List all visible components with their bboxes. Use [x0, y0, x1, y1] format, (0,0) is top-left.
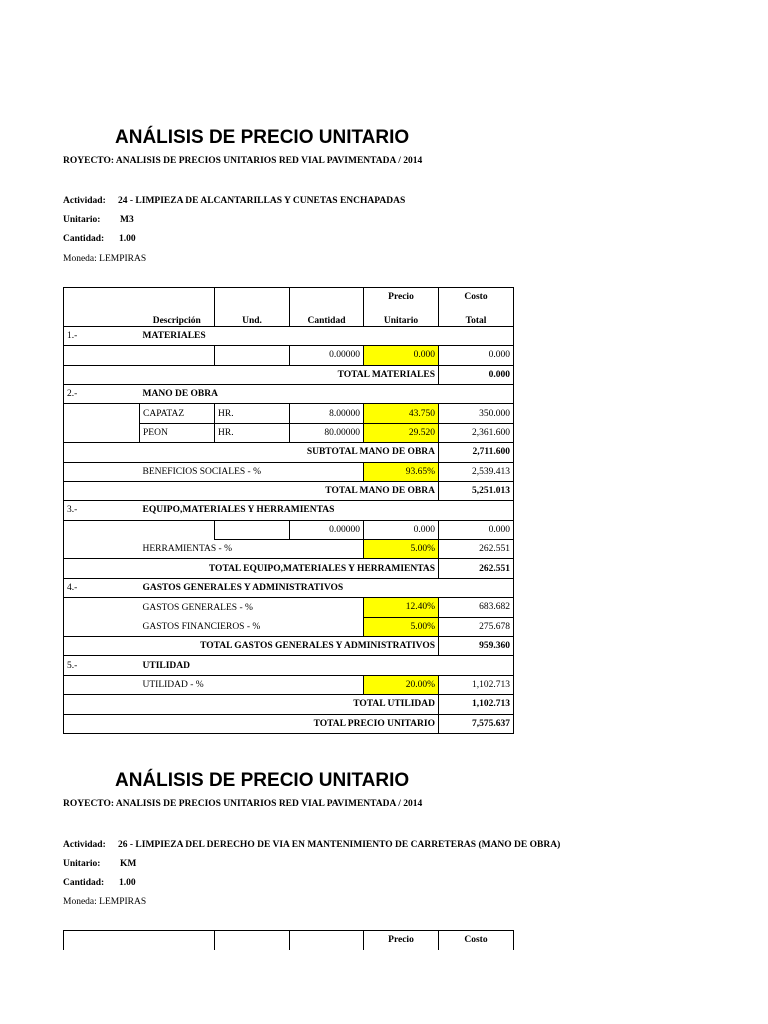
cantidad-label: Cantidad: — [63, 234, 105, 244]
cell-porcentaje: 5.00% — [364, 540, 439, 559]
cell-porcentaje: 5.00% — [364, 617, 439, 636]
actividad-value: 24 - LIMPIEZA DE ALCANTARILLAS Y CUNETAS ENCHAPADAS — [118, 196, 406, 206]
actividad-label: Actividad: — [63, 196, 106, 206]
cell-descripcion: GASTOS GENERALES - % — [140, 598, 364, 617]
cantidad-line — [63, 234, 136, 244]
cell-precio: 0.000 — [364, 346, 439, 365]
total-label: TOTAL MATERIALES — [64, 365, 439, 384]
table-header-row — [64, 288, 514, 307]
cell-costo: 0.000 — [439, 520, 514, 539]
table-header-row — [64, 931, 514, 950]
header-cantidad: Cantidad — [290, 307, 364, 326]
cell-cantidad: 0.00000 — [290, 346, 364, 365]
section-row — [64, 656, 514, 675]
cell-precio: 29.520 — [364, 423, 439, 442]
table-row — [64, 617, 514, 636]
cantidad-value: 1.00 — [119, 878, 136, 888]
total-row — [64, 365, 514, 384]
total-row — [64, 695, 514, 714]
cell-costo: 275.678 — [439, 617, 514, 636]
unitario-line — [63, 215, 134, 225]
header-precio: Precio — [364, 288, 439, 307]
total-label: TOTAL GASTOS GENERALES Y ADMINISTRATIVOS — [64, 637, 439, 656]
total-value: 5,251.013 — [439, 481, 514, 500]
cell-und: HR. — [215, 404, 290, 423]
cantidad-label: Cantidad: — [63, 878, 105, 888]
table-row — [64, 346, 514, 365]
cell-descripcion: HERRAMIENTAS - % — [142, 544, 232, 555]
table-row — [64, 520, 514, 539]
table-row — [64, 540, 514, 559]
cell-costo: 0.000 — [439, 346, 514, 365]
section-number: 3.- — [64, 501, 140, 520]
cell-costo: 262.551 — [439, 540, 514, 559]
table-row — [64, 462, 514, 481]
cell-cantidad: 0.00000 — [290, 520, 364, 539]
price-analysis-table — [63, 287, 514, 734]
cell-descripcion: PEON — [140, 423, 215, 442]
actividad-line — [63, 196, 405, 206]
header-descripcion: Descripción — [152, 315, 201, 326]
header-total: Total — [439, 307, 514, 326]
total-label: TOTAL EQUIPO,MATERIALES Y HERRAMIENTAS — [64, 559, 439, 578]
cell-descripcion: BENEFICIOS SOCIALES - % — [142, 466, 261, 477]
price-analysis-table-2 — [63, 930, 514, 950]
cell-porcentaje: 93.65% — [364, 462, 439, 481]
subtotal-value: 2,711.600 — [439, 443, 514, 462]
header-costo: Costo — [439, 931, 514, 950]
section-number: 5.- — [64, 656, 140, 675]
actividad-label: Actividad: — [63, 840, 106, 850]
cell-precio: 0.000 — [364, 520, 439, 539]
total-label: TOTAL MANO DE OBRA — [64, 481, 439, 500]
cantidad-value: 1.00 — [119, 234, 136, 244]
cell-costo: 2,539.413 — [439, 462, 514, 481]
cell-precio: 43.750 — [364, 404, 439, 423]
cell-descripcion: CAPATAZ — [140, 404, 215, 423]
moneda-line: Moneda: LEMPIRAS — [63, 897, 147, 907]
cell-costo: 1,102.713 — [439, 675, 514, 694]
moneda-line: Moneda: LEMPIRAS — [63, 254, 147, 264]
total-row — [64, 481, 514, 500]
project-line: ROYECTO: ANALISIS DE PRECIOS UNITARIOS RED VIAL PAVIMENTADA / 2014 — [63, 799, 423, 809]
table-row — [64, 404, 514, 423]
table-row — [64, 675, 514, 694]
total-value: 0.000 — [439, 365, 514, 384]
unitario-value: KM — [120, 859, 137, 869]
cell-costo: 2,361.600 — [439, 423, 514, 442]
section-name: GASTOS GENERALES Y ADMINISTRATIVOS — [142, 583, 344, 594]
header-und: Und. — [215, 307, 290, 326]
total-value: 959.360 — [439, 637, 514, 656]
section-row — [64, 501, 514, 520]
actividad-line — [63, 840, 560, 850]
unitario-value: M3 — [120, 215, 134, 225]
total-value: 1,102.713 — [439, 695, 514, 714]
section-name: MATERIALES — [140, 326, 439, 345]
grand-total-label: TOTAL PRECIO UNITARIO — [64, 714, 439, 733]
actividad-value: 26 - LIMPIEZA DEL DERECHO DE VIA EN MANTENIMIENTO DE CARRETERAS (MANO DE OBRA) — [118, 840, 561, 850]
unitario-label: Unitario: — [63, 859, 101, 869]
project-line: ROYECTO: ANALISIS DE PRECIOS UNITARIOS RED VIAL PAVIMENTADA / 2014 — [63, 156, 423, 166]
subtotal-row — [64, 443, 514, 462]
total-value: 262.551 — [439, 559, 514, 578]
grand-total-row — [64, 714, 514, 733]
unitario-line — [63, 859, 136, 869]
cell-descripcion: GASTOS FINANCIEROS - % — [142, 621, 261, 632]
cell-porcentaje: 12.40% — [364, 598, 439, 617]
section-number: 2.- — [64, 384, 140, 403]
table-header-row — [64, 307, 514, 326]
total-label: TOTAL UTILIDAD — [64, 695, 439, 714]
grand-total-value: 7,575.637 — [439, 714, 514, 733]
cell-porcentaje: 20.00% — [364, 675, 439, 694]
page-title: ANÁLISIS DE PRECIO UNITARIO — [115, 127, 410, 148]
cell-costo: 683.682 — [439, 598, 514, 617]
cell-und: HR. — [215, 423, 290, 442]
page-title: ANÁLISIS DE PRECIO UNITARIO — [115, 770, 410, 791]
total-row — [64, 559, 514, 578]
section-number: 4.- — [64, 578, 140, 597]
total-row — [64, 637, 514, 656]
section-name: UTILIDAD — [142, 660, 191, 671]
header-costo: Costo — [439, 288, 514, 307]
header-unitario: Unitario — [364, 307, 439, 326]
table-row — [64, 598, 514, 617]
section-number: 1.- — [64, 326, 140, 345]
section-row — [64, 326, 514, 345]
cell-descripcion: UTILIDAD - % — [140, 675, 364, 694]
section-row — [64, 384, 514, 403]
unitario-label: Unitario: — [63, 215, 101, 225]
header-precio: Precio — [364, 931, 439, 950]
subtotal-label: SUBTOTAL MANO DE OBRA — [64, 443, 439, 462]
section-name: MANO DE OBRA — [142, 389, 218, 400]
cell-cantidad: 80.00000 — [290, 423, 364, 442]
cell-cantidad: 8.00000 — [290, 404, 364, 423]
cell-costo: 350.000 — [439, 404, 514, 423]
table-row — [64, 423, 514, 442]
section-name: EQUIPO,MATERIALES Y HERRAMIENTAS — [142, 505, 335, 516]
cantidad-line — [63, 878, 136, 888]
section-row — [64, 578, 514, 597]
